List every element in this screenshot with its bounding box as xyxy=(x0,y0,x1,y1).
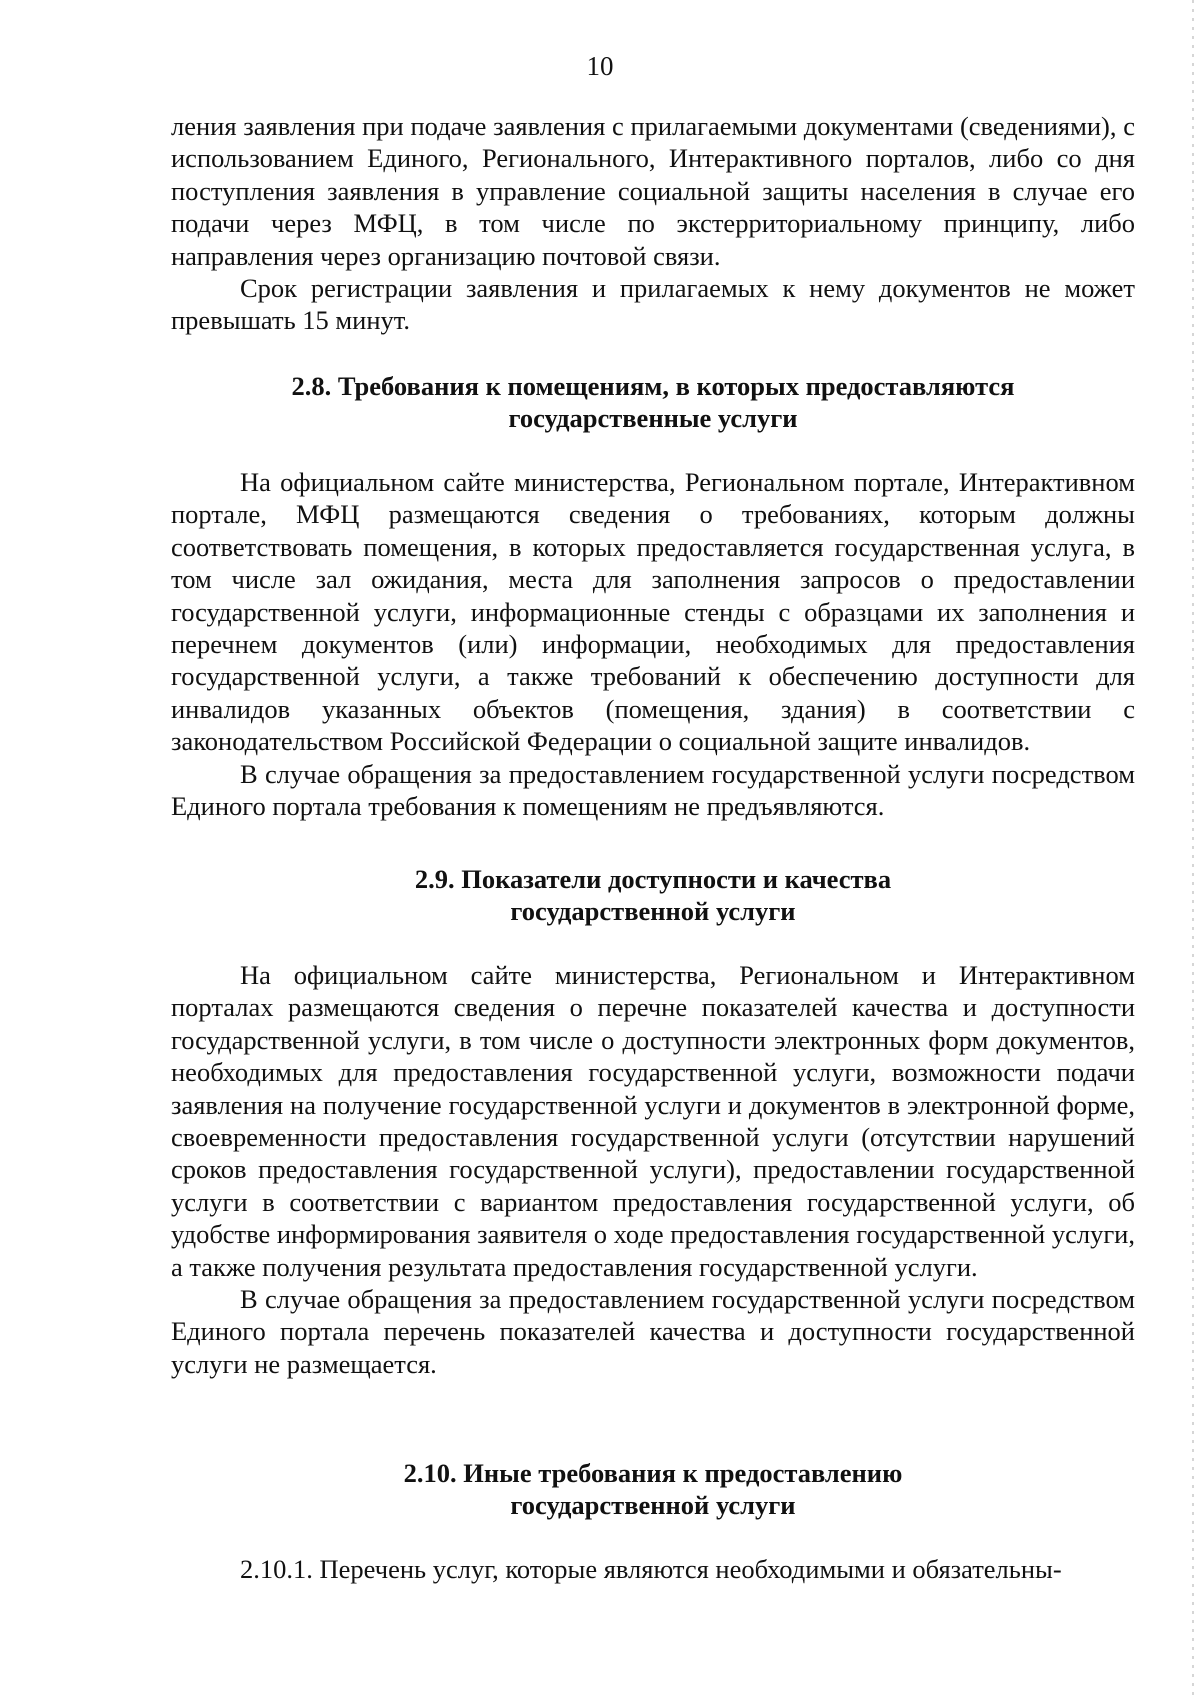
section-2-8-heading xyxy=(171,370,1135,435)
section-2-10-heading xyxy=(171,1457,1135,1522)
scan-edge-marks xyxy=(1192,0,1194,1698)
section-2-10-paragraph-1: 2.10.1. Перечень услуг, которые являются необходимыми и обязательны- xyxy=(240,1554,1062,1584)
intro-paragraph-registration-term: Срок регистрации заявления и прилагаемых к нему документов не может превышать 15 минут. xyxy=(171,273,1135,336)
section-2-9-paragraph-2: В случае обращения за предоставлением государственной услуги посредством Единого портала перечень показателей качества и доступности государственной услуги не размещается. xyxy=(171,1284,1135,1379)
section-2-9-title-line1: 2.9. Показатели доступности и качества xyxy=(414,864,892,894)
section-2-8-title-line1: 2.8. Требования к помещениям, в которых предоставляются xyxy=(291,371,1015,401)
section-2-10-body xyxy=(171,1553,1135,1585)
page-number: 10 xyxy=(586,51,614,81)
section-2-9-paragraph-1: На официальном сайте министерства, Региональном и Интерактивном порталах размещаются сведения о перечне показателей качества и доступности государственной услуги, в том числе о доступности электронных форм документов, необходимых для предоставления государственной услуги, возможности подачи заявления на получение государственной услуги и документов в электронной форме, своевременности предоставления государственной услуги (отсутствии нарушений сроков предоставления государственной услуги), предоставлении государственной услуги в соответствии с вариантом предоставления государственной услуги, об удобстве информирования заявителя о ходе предоставления государственной услуги, а также получения результата предоставления государственной услуги. xyxy=(171,960,1135,1282)
section-2-9-body xyxy=(171,959,1135,1380)
section-2-9-heading xyxy=(171,863,1135,928)
section-2-10-title-line2: государственной услуги xyxy=(510,1490,796,1521)
section-2-10-title-line1: 2.10. Иные требования к предоставлению xyxy=(403,1458,903,1488)
section-2-8-title-line2: государственные услуги xyxy=(508,403,798,434)
section-2-8-paragraph-2: В случае обращения за предоставлением государственной услуги посредством Единого портала требования к помещениям не предъявляются. xyxy=(171,758,1135,822)
intro-text-block xyxy=(171,110,1135,337)
section-2-8-body xyxy=(171,466,1135,822)
intro-paragraph-continuation: ления заявления при подаче заявления с прилагаемыми документами (сведениями), с использованием Единого, Регионального, Интерактивного порталов, либо со дня поступления заявления в управление социальной защиты населения в случае его подачи через МФЦ, в том числе по экстерриториальному принципу, либо направления через организацию почтовой связи. xyxy=(171,111,1135,271)
section-2-9-title-line2: государственной услуги xyxy=(510,896,796,927)
section-2-8-paragraph-1: На официальном сайте министерства, Региональном портале, Интерактивном портале, МФЦ размещаются сведения о требованиях, которым должны соответствовать помещения, в которых предоставляется государственная услуга, в том числе зал ожидания, места для заполнения запросов о предоставлении государственной услуги, информационные стенды с образцами их заполнения и перечнем документов (или) информации, необходимых для предоставления государственной услуги, а также требований к обеспечению доступности для инвалидов указанных объектов (помещения, здания) в соответствии с законодательством Российской Федерации о социальной защите инвалидов. xyxy=(171,467,1135,757)
